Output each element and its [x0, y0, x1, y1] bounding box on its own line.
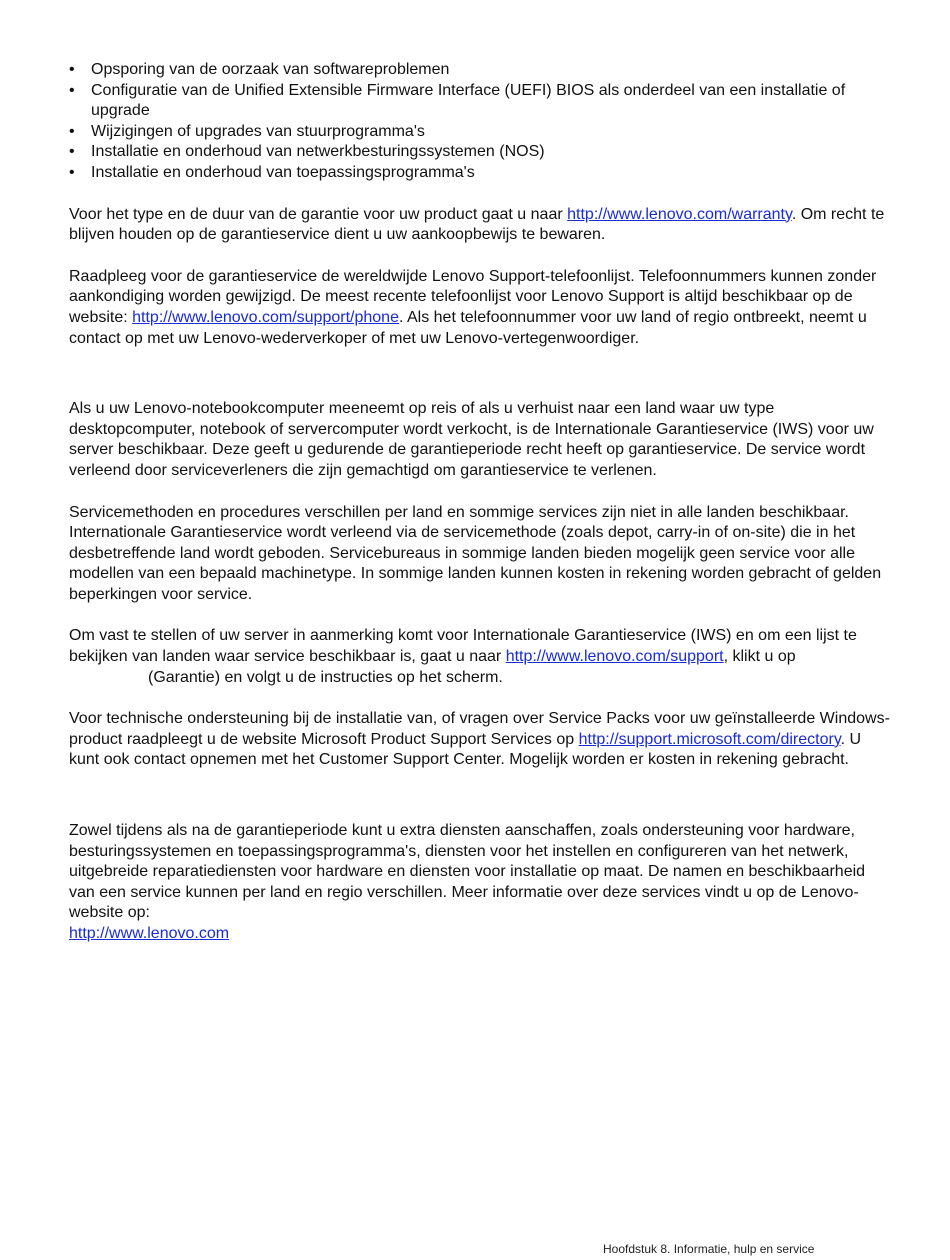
- list-item: • Configuratie van de Unified Extensible Firmware Interface (UEFI) BIOS als onderdeel van een installatie of upgrade: [69, 81, 895, 122]
- list-item: • Installatie en onderhoud van toepassingsprogramma's: [69, 163, 895, 184]
- iws-eligibility-paragraph: Om vast te stellen of uw server in aanmerking komt voor Internationale Garantieservice (IWS) en om een lijst te bekijken van landen waar service beschikbaar is, gaat u naar http://www.lenovo.com/support, klikt u op (Garantie) en volgt u de instructies op het scherm.: [69, 627, 857, 686]
- extra-services-paragraph: Zowel tijdens als na de garantieperiode kunt u extra diensten aanschaffen, zoals ondersteuning voor hardware, besturingssystemen en toepassingsprogramma's, diensten voor het instellen en configureren van het netwerk, uitgebreide reparatiediensten voor hardware en diensten voor installatie op maat. De namen en beschikbaarheid van een service kunnen per land en regio verschillen. Meer informatie over deze services vindt u op de Lenovo-website op:: [69, 822, 866, 922]
- service-exclusions-list: [69, 60, 895, 184]
- iws-paragraph: Als u uw Lenovo-notebookcomputer meeneemt op reis of als u verhuist naar een land waar uw type desktopcomputer, notebook of servercomputer wordt verkocht, is de Internationale Garantieservice (IWS) voor uw server beschikbaar. Deze geeft u gedurende de garantieperiode recht heeft op garantieservice. De service wordt verleend door serviceverleners die zijn gemachtigd om garantieservice te verlenen.: [69, 400, 874, 479]
- warranty-paragraph: Voor het type en de duur van de garantie voor uw product gaat u naar http://www.lenovo.com/warranty. Om recht te blijven houden op de garantieservice dient u uw aankoopbewijs te bewaren.: [69, 205, 885, 244]
- microsoft-directory-link[interactable]: http://support.microsoft.com/directory: [578, 730, 841, 748]
- microsoft-support-paragraph: Voor technische ondersteuning bij de installatie van, of vragen over Service Packs voor uw geïnstalleerde Windows-product raadpleegt u de website Microsoft Product Support Services op http://support.microsoft.com/directory. U kunt ook contact opnemen met het Customer Support Center. Mogelijk worden er kosten in rekening gebracht.: [69, 710, 890, 769]
- warranty-link[interactable]: http://www.lenovo.com/warranty: [567, 205, 792, 223]
- list-item: • Installatie en onderhoud van netwerkbesturingssystemen (NOS): [69, 142, 895, 163]
- support-link[interactable]: http://www.lenovo.com/support: [505, 648, 724, 666]
- support-phone-link[interactable]: http://www.lenovo.com/support/phone: [132, 308, 399, 326]
- list-item: • Wijzigingen of upgrades van stuurprogramma's: [69, 122, 895, 143]
- lenovo-website-link[interactable]: http://www.lenovo.com: [69, 925, 230, 942]
- list-item: • Opsporing van de oorzaak van softwareproblemen: [69, 60, 895, 81]
- page-footer: Hoofdstuk 8. Informatie, hulp en service: [603, 1242, 815, 1256]
- document-body: [69, 60, 895, 945]
- phone-list-paragraph: Raadpleeg voor de garantieservice de wereldwijde Lenovo Support-telefoonlijst. Telefoonnummers kunnen zonder aankondiging worden gewijzigd. De meest recente telefoonlijst voor Lenovo Support is altijd beschikbaar op de website: http://www.lenovo.com/support/phone. Als het telefoonnummer voor uw land of regio ontbreekt, neemt u contact op met uw Lenovo-wederverkoper of met uw Lenovo-vertegenwoordiger.: [69, 267, 877, 347]
- service-methods-paragraph: Servicemethoden en procedures verschillen per land en sommige services zijn niet in alle landen beschikbaar. Internationale Garantieservice wordt verleend via de servicemethode (zoals depot, carry-in of on-site) die in het desbetreffende land wordt geboden. Servicebureaus in sommige landen bieden mogelijk geen service voor alle modellen van een bepaald machinetype. In sommige landen kunnen kosten in rekening worden gebracht of gelden beperkingen voor service.: [69, 503, 882, 603]
